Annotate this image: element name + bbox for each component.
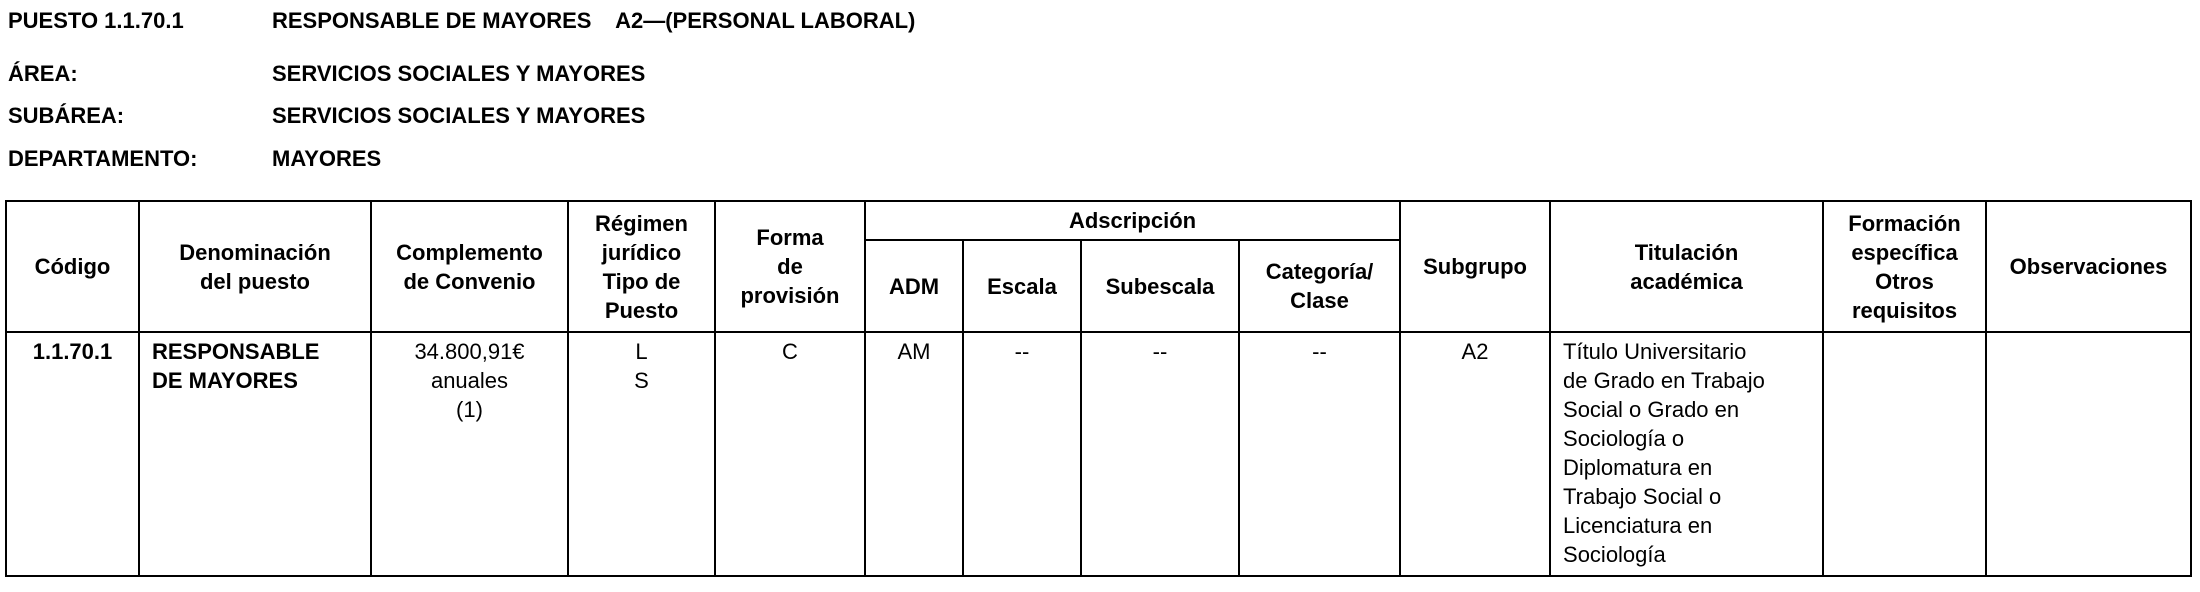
cell-subescala: -- [1081,332,1239,576]
area-label: ÁREA: [8,61,78,86]
header-adscripcion: Adscripción [865,201,1400,240]
header-subescala: Subescala [1081,240,1239,332]
header-titulacion: Titulación académica [1550,201,1823,332]
cell-codigo: 1.1.70.1 [6,332,139,576]
header-codigo: Código [6,201,139,332]
header-escala: Escala [963,240,1081,332]
header-categoria: Categoría/ Clase [1239,240,1400,332]
subarea-label: SUBÁREA: [8,103,125,128]
cell-regimen: L S [568,332,715,576]
cell-forma: C [715,332,865,576]
header-adm: ADM [865,240,963,332]
header-observaciones: Observaciones [1986,201,2191,332]
departamento-value: MAYORES [272,146,382,171]
cell-escala: -- [963,332,1081,576]
cell-subgrupo: A2 [1400,332,1550,576]
cell-categoria: -- [1239,332,1400,576]
header-forma: Forma de provisión [715,201,865,332]
puesto-table [5,200,2192,577]
subarea-value: SERVICIOS SOCIALES Y MAYORES [272,103,646,128]
header-denominacion: Denominación del puesto [139,201,371,332]
cell-complemento: 34.800,91€ anuales (1) [371,332,568,576]
puesto-label: PUESTO 1.1.70.1 [8,8,184,33]
departamento-label: DEPARTAMENTO: [8,146,198,171]
table-row [6,332,2191,576]
cell-observaciones [1986,332,2191,576]
cell-adm: AM [865,332,963,576]
area-value: SERVICIOS SOCIALES Y MAYORES [272,61,646,86]
puesto-title: RESPONSABLE DE MAYORES A2—(PERSONAL LABORAL) [272,8,916,33]
cell-formacion [1823,332,1986,576]
header-complemento: Complemento de Convenio [371,201,568,332]
cell-denominacion: RESPONSABLE DE MAYORES [139,332,371,576]
header-subgrupo: Subgrupo [1400,201,1550,332]
header-formacion: Formación específica Otros requisitos [1823,201,1986,332]
cell-titulacion: Título Universitario de Grado en Trabajo Social o Grado en Sociología o Diplomatura en Trabajo Social o Licenciatura en Sociología [1550,332,1823,576]
header-regimen: Régimen jurídico Tipo de Puesto [568,201,715,332]
